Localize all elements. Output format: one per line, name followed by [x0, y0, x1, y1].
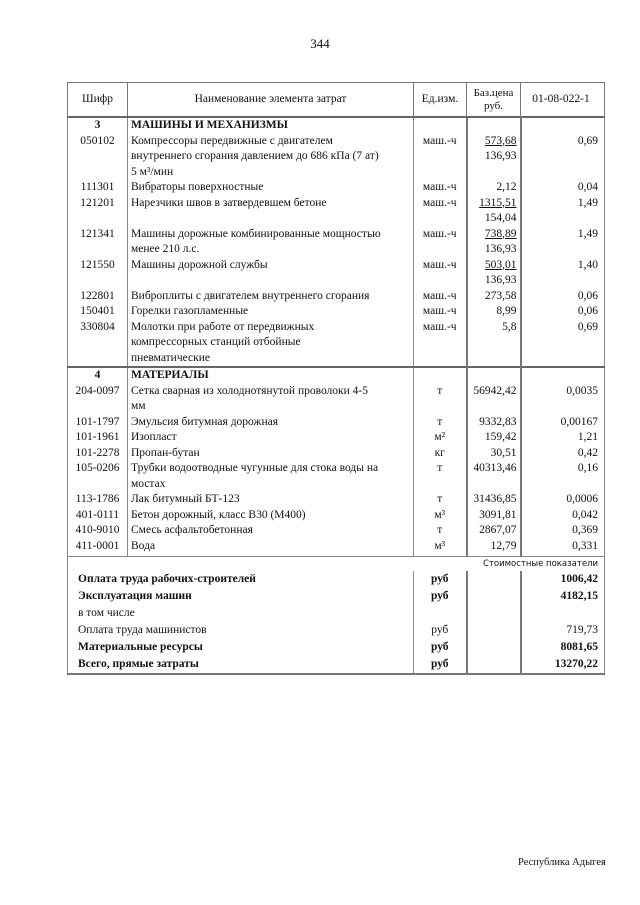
row-name-line: мостах [131, 477, 166, 490]
price-value: 30,51 [490, 446, 517, 459]
row-name-line: Вибраторы поверхностные [131, 181, 264, 193]
row-name-line: Трубки водоотводные чугунные для стока воды на [131, 462, 379, 474]
header-unit: Ед.изм. [414, 83, 467, 118]
row-unit: т [414, 523, 467, 539]
row-value: 0,69 [521, 134, 605, 181]
row-unit: м³ [414, 508, 467, 524]
summary-row [68, 605, 605, 622]
summary-value [521, 605, 605, 622]
row-name [128, 320, 414, 368]
price-value: 9332,83 [479, 415, 517, 428]
row-name-line: Машины дорожные комбинированные мощностью [131, 227, 381, 240]
row-price [467, 523, 521, 539]
row-name-line: Смесь асфальтобетонная [131, 524, 253, 536]
row-name [128, 289, 414, 305]
row-name [128, 461, 414, 492]
row-name-line: Горелки газопламенные [131, 305, 249, 317]
row-price [467, 539, 521, 557]
row-unit: м² [414, 430, 467, 446]
row-name [128, 523, 414, 539]
summary-row [68, 622, 605, 639]
row-price [467, 134, 521, 181]
row-name-line: Лак битумный БТ-123 [131, 493, 240, 505]
summary-label: Оплата труда машинистов [68, 622, 414, 639]
summary-label: в том числе [68, 605, 414, 622]
row-value: 0,42 [521, 446, 605, 462]
table-row [68, 446, 605, 462]
empty-cell [467, 622, 521, 639]
row-code: 410-9010 [68, 523, 128, 539]
row-name-line: мм [131, 400, 146, 412]
summary-unit: руб [414, 622, 467, 639]
table-row [68, 384, 605, 415]
price-sub-value: 136,93 [484, 243, 517, 255]
row-value: 1,21 [521, 430, 605, 446]
row-value: 0,042 [521, 508, 605, 524]
summary-value: 8081,65 [521, 639, 605, 656]
row-value: 0,0006 [521, 492, 605, 508]
row-name-line: Сетка сварная из холоднотянутой проволоки 4-5 [131, 384, 368, 397]
row-code: 101-2278 [68, 446, 128, 462]
row-name-line: Машины дорожной службы [131, 258, 268, 271]
price-value: 503,01 [484, 258, 517, 271]
row-unit: м³ [414, 539, 467, 557]
section-header-row [68, 117, 605, 134]
table-header-row [68, 83, 605, 118]
row-code: 121550 [68, 258, 128, 289]
row-price [467, 180, 521, 196]
row-unit: маш.-ч [414, 180, 467, 196]
summary-unit: руб [414, 639, 467, 656]
row-price [467, 196, 521, 227]
row-name [128, 492, 414, 508]
table-row [68, 415, 605, 431]
row-value: 0,06 [521, 304, 605, 320]
row-code: 204-0097 [68, 384, 128, 415]
empty-cell [521, 117, 605, 134]
row-name [128, 304, 414, 320]
row-unit: маш.-ч [414, 320, 467, 368]
row-unit: т [414, 415, 467, 431]
row-unit: маш.-ч [414, 134, 467, 181]
section-header-row [68, 367, 605, 384]
row-value: 1,49 [521, 196, 605, 227]
section-title: МАТЕРИАЛЫ [128, 367, 414, 384]
summary-value: 4182,15 [521, 588, 605, 605]
summary-value: 719,73 [521, 622, 605, 639]
empty-cell [467, 367, 521, 384]
header-base-price [467, 83, 521, 118]
header-name: Наименование элемента затрат [128, 83, 414, 118]
section-title: МАШИНЫ И МЕХАНИЗМЫ [128, 117, 414, 134]
row-price [467, 508, 521, 524]
row-name [128, 539, 414, 557]
row-price [467, 227, 521, 258]
summary-row [68, 639, 605, 656]
row-value: 0,00167 [521, 415, 605, 431]
row-code: 121341 [68, 227, 128, 258]
price-sub-value: 136,93 [484, 274, 517, 286]
empty-cell [467, 605, 521, 622]
summary-label: Оплата труда рабочих-строителей [68, 571, 414, 588]
row-code: 101-1961 [68, 430, 128, 446]
price-value: 2,12 [496, 181, 517, 193]
row-name-line: Молотки при работе от передвижных [131, 320, 315, 333]
price-value: 273,58 [484, 289, 517, 302]
row-value: 0,04 [521, 180, 605, 196]
row-price [467, 258, 521, 289]
header-base-price-line1: Баз.цена [473, 86, 514, 99]
price-value: 159,42 [484, 431, 517, 443]
table-row [68, 320, 605, 368]
row-name-line: Эмульсия битумная дорожная [131, 415, 279, 428]
price-value: 12,79 [490, 539, 517, 552]
table-row [68, 227, 605, 258]
table-row [68, 134, 605, 181]
row-name-line: пневматические [131, 351, 210, 364]
row-unit: кг [414, 446, 467, 462]
price-value: 3091,81 [479, 508, 517, 521]
summary-row [68, 656, 605, 674]
row-name [128, 134, 414, 181]
table-row [68, 539, 605, 557]
row-value: 1,49 [521, 227, 605, 258]
row-unit: т [414, 384, 467, 415]
price-value: 1315,51 [479, 196, 517, 209]
row-value: 0,331 [521, 539, 605, 557]
empty-cell [467, 639, 521, 656]
row-unit: маш.-ч [414, 196, 467, 227]
row-unit: маш.-ч [414, 304, 467, 320]
summary-caption: Стоимостные показатели [68, 557, 605, 572]
row-name-line: Нарезчики швов в затвердевшем бетоне [131, 196, 327, 209]
row-name [128, 384, 414, 415]
price-value: 5,8 [502, 320, 517, 333]
price-value: 40313,46 [473, 462, 517, 474]
row-price [467, 430, 521, 446]
row-name-line: Компрессоры передвижные с двигателем [131, 134, 333, 147]
row-name-line: внутреннего сгорания давлением до 686 кПа (7 ат) [131, 150, 379, 162]
summary-unit [414, 605, 467, 622]
price-value: 2867,07 [479, 524, 517, 536]
empty-cell [467, 117, 521, 134]
row-price [467, 461, 521, 492]
table-row [68, 258, 605, 289]
header-norm: 01-08-022-1 [521, 83, 605, 118]
row-unit: маш.-ч [414, 227, 467, 258]
page-number: 344 [310, 36, 330, 51]
summary-caption-row [68, 557, 605, 572]
price-sub-value: 154,04 [484, 212, 517, 224]
table-row [68, 508, 605, 524]
row-name [128, 196, 414, 227]
row-value: 0,16 [521, 461, 605, 492]
empty-cell [467, 656, 521, 674]
empty-cell [521, 367, 605, 384]
row-name [128, 415, 414, 431]
row-name [128, 180, 414, 196]
table-row [68, 180, 605, 196]
row-price [467, 384, 521, 415]
cost-table [67, 82, 605, 675]
row-price [467, 304, 521, 320]
summary-label: Всего, прямые затраты [68, 656, 414, 674]
summary-value: 1006,42 [521, 571, 605, 588]
section-number: 4 [68, 367, 128, 384]
empty-cell [414, 117, 467, 134]
table-row [68, 304, 605, 320]
table-row [68, 430, 605, 446]
row-value: 0,69 [521, 320, 605, 368]
row-price [467, 446, 521, 462]
table-row [68, 523, 605, 539]
row-name [128, 508, 414, 524]
row-code: 121201 [68, 196, 128, 227]
empty-cell [467, 571, 521, 588]
summary-unit: руб [414, 588, 467, 605]
row-code: 122801 [68, 289, 128, 305]
row-unit: т [414, 492, 467, 508]
table-row [68, 492, 605, 508]
row-name [128, 227, 414, 258]
row-code: 150401 [68, 304, 128, 320]
row-name-line: компрессорных станций отбойные [131, 336, 301, 348]
row-code: 113-1786 [68, 492, 128, 508]
row-price [467, 492, 521, 508]
summary-label: Материальные ресурсы [68, 639, 414, 656]
header-base-price-line2: руб. [483, 99, 504, 112]
row-code: 330804 [68, 320, 128, 368]
row-unit: т [414, 461, 467, 492]
empty-cell [467, 588, 521, 605]
row-name-line: Виброплиты с двигателем внутреннего сгорания [131, 289, 370, 302]
summary-unit: руб [414, 571, 467, 588]
row-name-line: Изопласт [131, 431, 177, 443]
row-code: 101-1797 [68, 415, 128, 431]
row-name [128, 258, 414, 289]
row-unit: маш.-ч [414, 258, 467, 289]
price-value: 738,89 [484, 227, 517, 240]
price-value: 56942,42 [473, 384, 517, 397]
row-price [467, 289, 521, 305]
price-value: 31436,85 [473, 493, 517, 505]
row-name-line: Бетон дорожный, класс В30 (М400) [131, 508, 306, 521]
row-price [467, 320, 521, 368]
row-code: 411-0001 [68, 539, 128, 557]
row-code: 111301 [68, 180, 128, 196]
row-name-line: менее 210 л.с. [131, 243, 200, 255]
summary-value: 13270,22 [521, 656, 605, 674]
summary-unit: руб [414, 656, 467, 674]
row-value: 0,0035 [521, 384, 605, 415]
row-value: 1,40 [521, 258, 605, 289]
section-number: 3 [68, 117, 128, 134]
table-row [68, 461, 605, 492]
row-unit: маш.-ч [414, 289, 467, 305]
row-code: 050102 [68, 134, 128, 181]
footer-region: Республика Адыгея [518, 857, 606, 868]
row-name-line: Пропан-бутан [131, 446, 200, 459]
row-name [128, 430, 414, 446]
price-value: 573,68 [484, 134, 517, 147]
table-row [68, 196, 605, 227]
summary-row [68, 571, 605, 588]
row-value: 0,06 [521, 289, 605, 305]
row-code: 105-0206 [68, 461, 128, 492]
table-row [68, 289, 605, 305]
row-name-line: 5 м³/мин [131, 165, 174, 178]
summary-row [68, 588, 605, 605]
row-price [467, 415, 521, 431]
empty-cell [414, 367, 467, 384]
row-code: 401-0111 [68, 508, 128, 524]
row-value: 0,369 [521, 523, 605, 539]
price-sub-value: 136,93 [484, 150, 517, 162]
summary-label: Эксплуатация машин [68, 588, 414, 605]
price-value: 8,99 [496, 305, 517, 317]
row-name-line: Вода [131, 539, 156, 552]
row-name [128, 446, 414, 462]
header-code: Шифр [68, 83, 128, 118]
